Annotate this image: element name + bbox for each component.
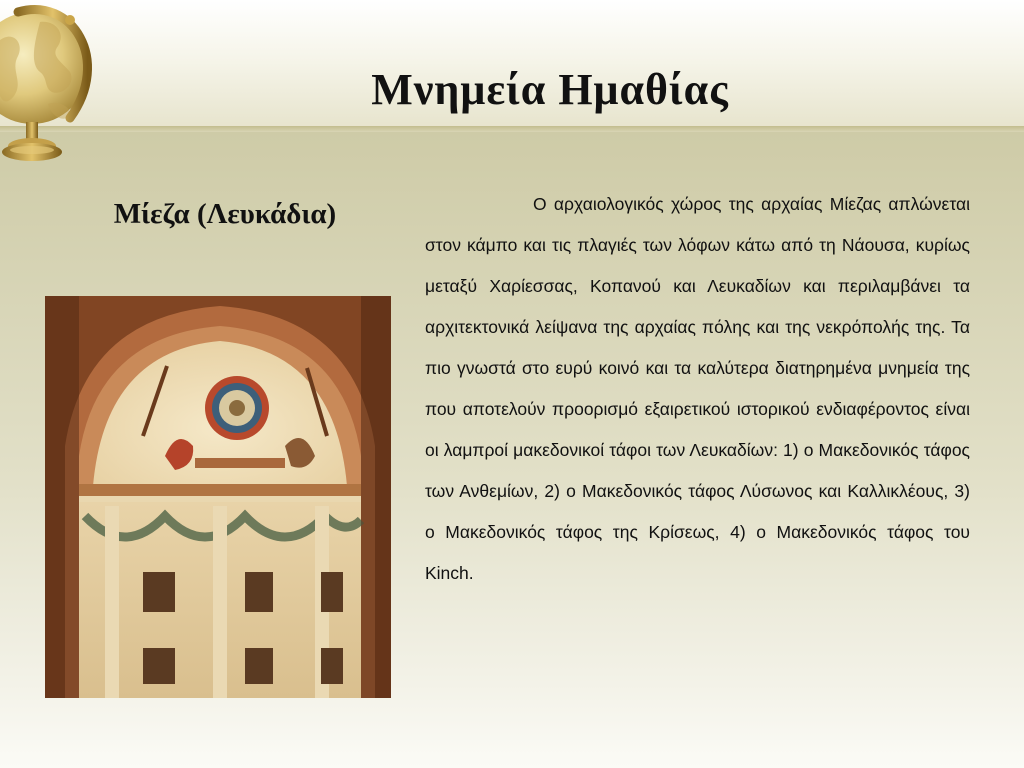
globe-icon <box>0 0 100 170</box>
header-divider <box>0 126 1024 132</box>
slide-subtitle: Μίεζα (Λευκάδια) <box>113 198 337 230</box>
macedonian-tomb-photo <box>45 296 391 698</box>
slide-title: Μνημεία Ημαθίας <box>371 65 729 114</box>
body-paragraph: Ο αρχαιολογικός χώρος της αρχαίας Μίεζας απλώνεται στον κάμπο και τις πλαγιές των λόφων κάτω από τη Νάουσα, κυρίως μεταξύ Χαρίεσσας, Κοπανού και Λευκαδίων και περιλαμβάνει τα αρχιτεκτονικά λείψανα της αρχαίας πόλης και της νεκρόπολής της. Τα πιο γνωστά στο ευρύ κοινό και τα καλύτερα διατηρημένα μνημεία της που αποτελούν προορισμό εξαιρετικού ιστορικού ενδιαφέροντος είναι οι λαμπροί μακεδονικοί τάφοι των Λευκαδίων: 1) ο Μακεδονικός τάφος των Ανθεμίων, 2) ο Μακεδονικός τάφος Λύσωνος και Καλλικλέους, 3) ο Μακεδονικός τάφος της Κρίσεως, 4) ο Μακεδονικός τάφος του Kinch. <box>425 194 970 583</box>
